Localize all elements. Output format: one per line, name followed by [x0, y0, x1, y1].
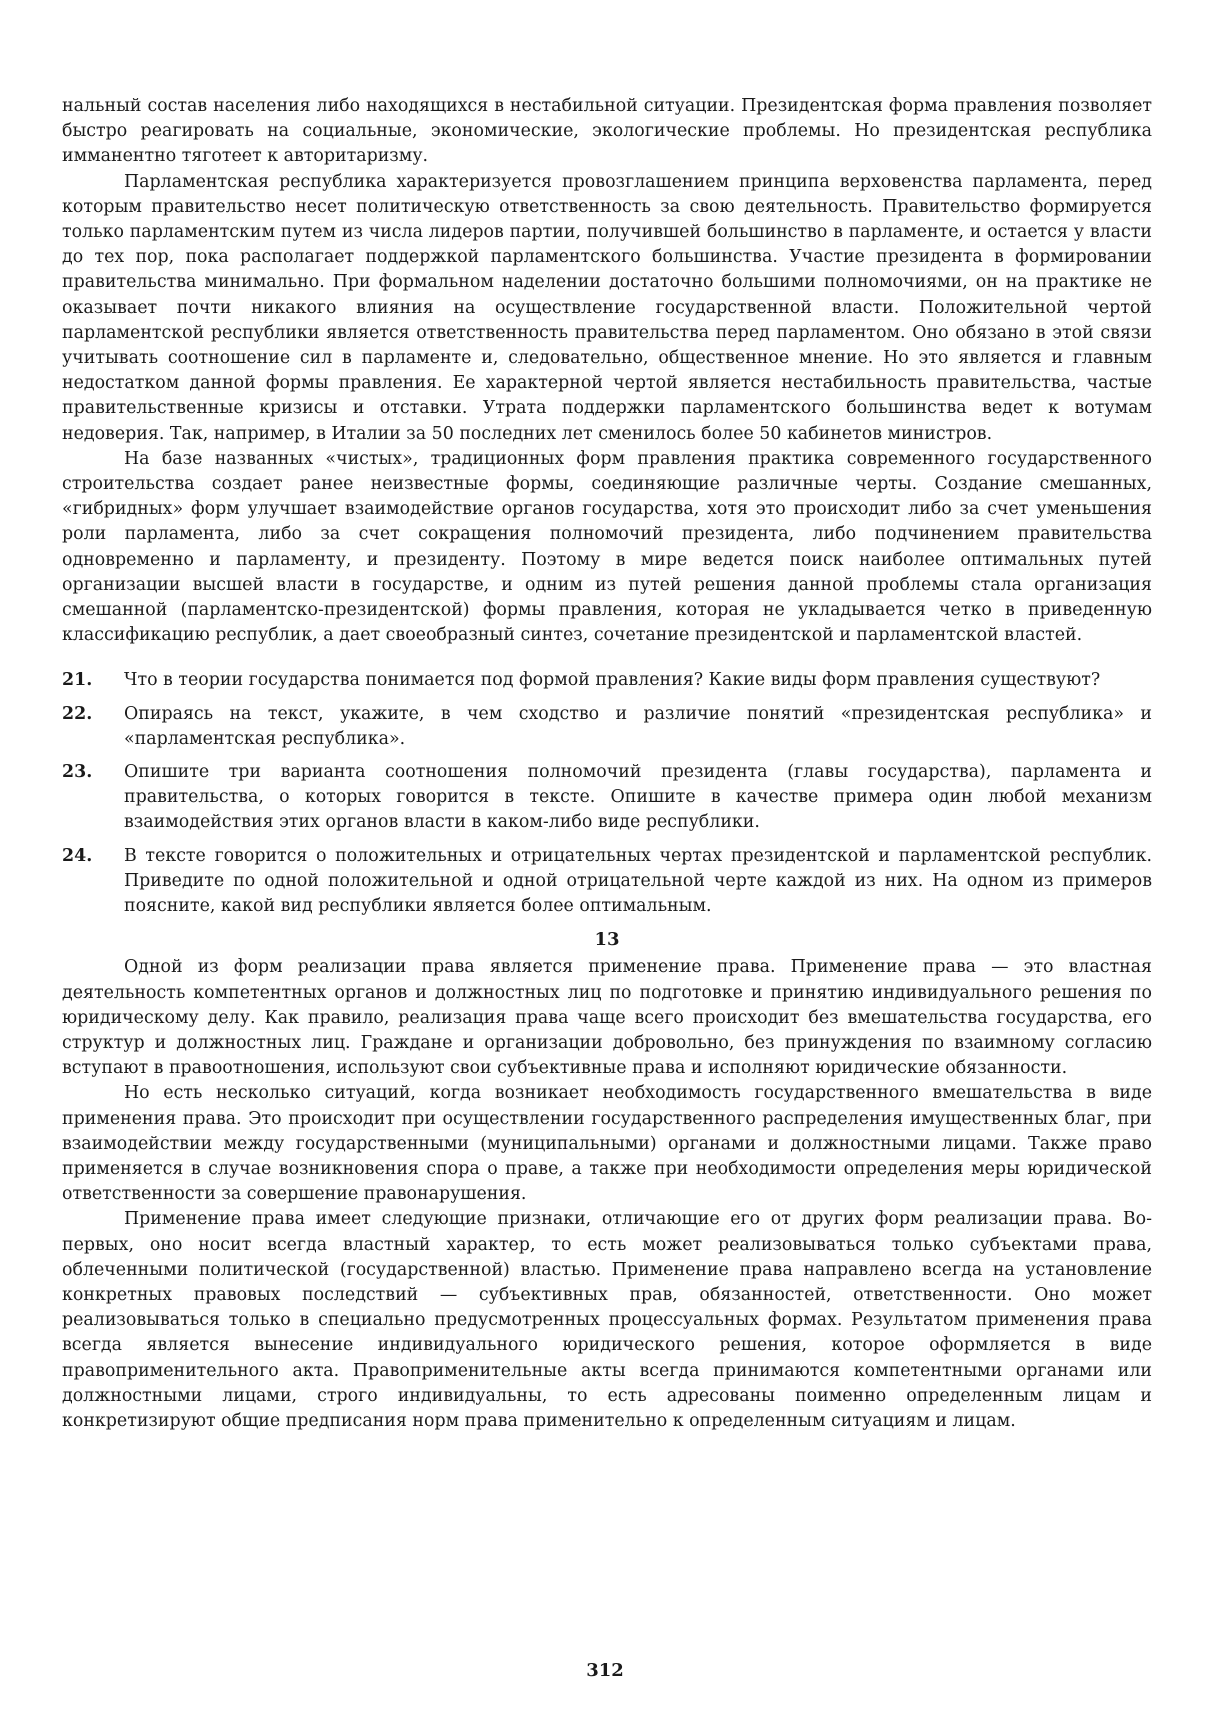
- question-list: [62, 668, 1152, 919]
- section-number: 13: [594, 929, 620, 951]
- question-number: 22.: [62, 703, 93, 724]
- question-text: Опишите три варианта соотношения полномочий президента (главы государства), парламента и правительства, о которых говорится в тексте. Опишите в качестве примера один любой механизм взаимодействия этих органов власти в каком-либо виде республики.: [124, 762, 1152, 833]
- intro-paragraph-2: Парламентская республика характеризуется провозглашением принципа верховенства парламента, перед которым правительство несет политическую ответственность за свою деятельность. Правительство формируется только парламентским путем из числа лидеров партии, получившей большинство в парламенте, и остается у власти до тех пор, пока располагает поддержкой парламентского большинства. Участие президента в формировании правительства минимально. При формальном наделении достаточно большими полномочиями, он на практике не оказывает почти никакого влияния на осуществление государственной власти. Положительной чертой парламентской республики является ответственность правительства перед парламентом. Оно обязано в этой связи учитывать соотношение сил в парламенте и, следовательно, общественное мнение. Но это является и главным недостатком данной формы правления. Ее характерной чертой является нестабильность правительства, частые правительственные кризисы и отставки. Утрата поддержки парламентского большинства ведет к вотумам недоверия. Так, например, в Италии за 50 последних лет сменилось более 50 кабинетов министров.: [62, 171, 1152, 444]
- intro-paragraph-1: нальный состав населения либо находящихся в нестабильной ситуации. Президентская форма правления позволяет быстро реагировать на социальные, экономические, экологические проблемы. Но президентская республика имманентно тяготеет к авторитаризму.: [62, 96, 1152, 167]
- page-content: [62, 94, 1152, 1434]
- question-text: Опираясь на текст, укажите, в чем сходство и различие понятий «президентская республика» и «парламентская республика».: [124, 703, 1152, 749]
- question-item: [62, 668, 1152, 693]
- section-paragraph-2: Но есть несколько ситуаций, когда возникает необходимость государственного вмешательства в виде применения права. Это происходит при осуществлении государственного распределения имущественных благ, при взаимодействии между государственными (муниципальными) органами и должностными лицами. Также право применяется в случае возникновения спора о праве, а также при необходимости определения меры юридической ответственности за совершение правонарушения.: [62, 1083, 1152, 1205]
- question-number: 24.: [62, 845, 93, 866]
- question-item: [62, 702, 1152, 752]
- question-item: [62, 760, 1152, 836]
- intro-paragraph-3: На базе названных «чистых», традиционных форм правления практика современного государственного строительства создает ранее неизвестные формы, соединяющие различные черты. Создание смешанных, «гибридных» форм улучшает взаимодействие органов государства, хотя это происходит либо за счет уменьшения роли парламента, либо за счет сокращения полномочий президента, либо подчинением правительства одновременно и парламенту, и президенту. Поэтому в мире ведется поиск наиболее оптимальных путей организации высшей власти в государстве, и одним из путей решения данной проблемы стала организация смешанной (парламентско-президентской) формы правления, которая не укладывается четко в приведенную классификацию республик, а дает своеобразный синтез, сочетание президентской и парламентской властей.: [62, 448, 1152, 646]
- question-number: 23.: [62, 762, 93, 783]
- page-number: 312: [586, 1660, 624, 1681]
- question-number: 21.: [62, 670, 93, 691]
- section-paragraph-3: Применение права имеет следующие признаки, отличающие его от других форм реализации права. Во-первых, оно носит всегда властный характер, то есть может реализовываться только субъектами права, облеченными политической (государственной) властью. Применение права направлено всегда на установление конкретных правовых последствий — субъективных прав, обязанностей, ответственности. Оно может реализовываться только в специально предусмотренных процессуальных формах. Результатом применения права всегда является вынесение индивидуального юридического решения, которое оформляется в виде правоприменительного акта. Правоприменительные акты всегда принимаются компетентными органами или должностными лицами, строго индивидуальны, то есть адресованы поименно определенным лицам и конкретизируют общие предписания норм права применительно к определенным ситуациям и лицам.: [62, 1209, 1152, 1431]
- section-paragraph-1: Одной из форм реализации права является применение права. Применение права — это властная деятельность компетентных органов и должностных лиц по подготовке и принятию индивидуального решения по юридическому делу. Как правило, реализация права чаще всего происходит без вмешательства государства, его структур и должностных лиц. Граждане и организации добровольно, без принуждения по взаимному согласию вступают в правоотношения, используют свои субъективные права и исполняют юридические обязанности.: [62, 957, 1152, 1079]
- question-text: Что в теории государства понимается под формой правления? Какие виды форм правления существуют?: [124, 670, 1101, 691]
- question-text: В тексте говорится о положительных и отрицательных чертах президентской и парламентской республик. Приведите по одной положительной и одной отрицательной черте каждой из них. На одном из примеров поясните, какой вид республики является более оптимальным.: [124, 845, 1152, 917]
- question-item: [62, 844, 1152, 920]
